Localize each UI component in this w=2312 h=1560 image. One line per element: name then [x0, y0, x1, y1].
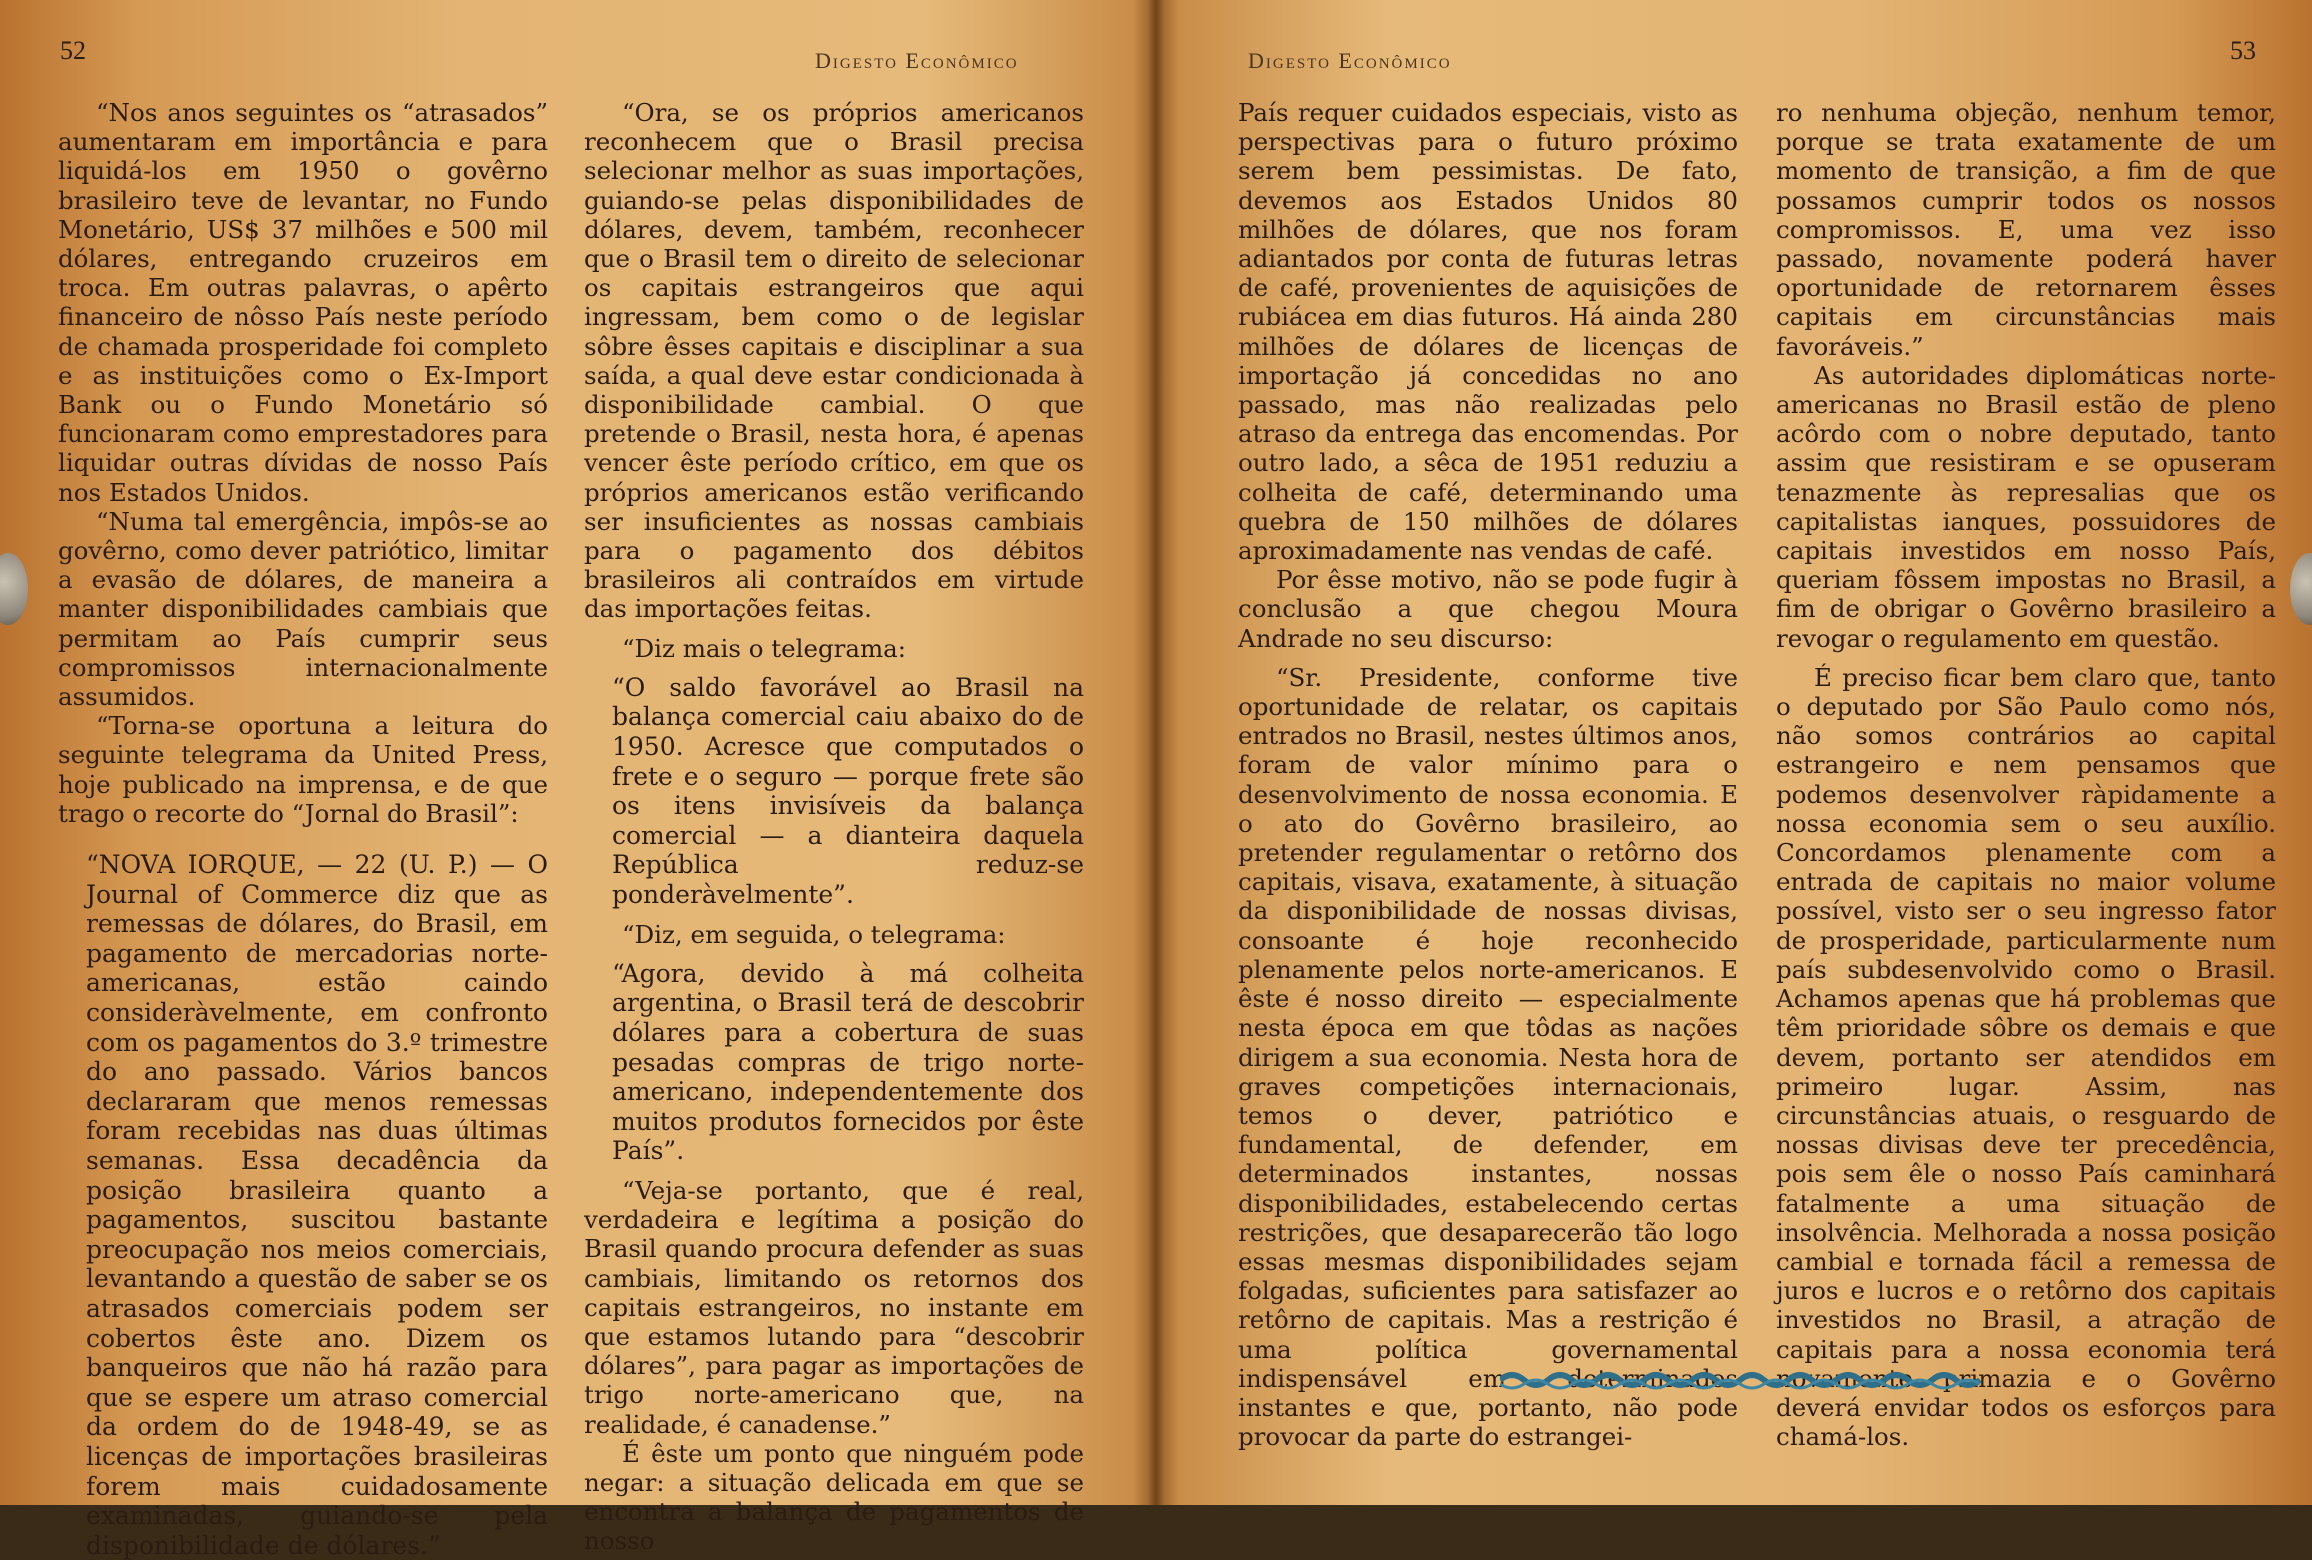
paragraph: É êste um ponto que ninguém pode negar: a situação delicada em que se encontra a balança de pagamentos de nosso	[584, 1438, 1084, 1556]
telegram-quote: “O saldo favorável ao Brasil na balança comercial caiu abaixo do de 1950. Acresce que computados o frete e o seguro — porque frete são os itens invisíveis da balança comercial — a dianteira daquela República reduz-se ponderàvelmente”.	[612, 672, 1084, 910]
left-page-column-1	[58, 98, 548, 1560]
left-page-column-2	[584, 98, 1084, 1556]
telegram-quote: “Agora, devido à má colheita argentina, o Brasil terá de descobrir dólares para a cobertura de suas pesadas compras de trigo norte-americano, independentemente dos muitos produtos fornecidos por êste País”.	[612, 958, 1084, 1166]
paragraph: “Nos anos seguintes os “atrasados” aumentaram em importância e para liquidá-los em 1950 o govêrno brasileiro teve de levantar, no Fundo Monetário, US$ 37 milhões e 500 mil dólares, entregando cruzeiros em troca. Em outras palavras, o apêrto financeiro de nôsso País neste período de chamada prosperidade foi completo e as instituições como o Ex-Import Bank ou o Fundo Monetário só funcionaram como emprestadores para liquidar outras dívidas de nosso País nos Estados Unidos.	[58, 98, 548, 507]
paragraph: País requer cuidados especiais, visto as perspectivas para o futuro próximo serem bem pessimistas. De fato, devemos aos Estados Unidos 80 milhões de dólares, que nos foram adiantados por conta de futuras letras de café, provenientes de aquisições de rubiácea em dias futuros. Há ainda 280 milhões de dólares de licenças de importação já concedidas no ano passado, mas não realizadas pelo atraso da entrega das encomendas. Por outro lado, a sêca de 1951 reduziu a colheita de café, determinando uma quebra de 150 milhões de dólares aproximadamente nas vendas de café.	[1238, 98, 1738, 566]
right-page-column-1	[1238, 98, 1738, 1451]
paragraph: “Diz, em seguida, o telegrama:	[622, 919, 1006, 949]
running-head: Digesto Econômico	[1248, 48, 1452, 73]
left-page	[0, 0, 1150, 1560]
paragraph: As autoridades diplomáticas norte-americanas no Brasil estão de pleno acôrdo com o nobre deputado, tanto assim que resistiram e se opuseram tenazmente às represalias que os capitalistas ianques, possuidores de capitais investidos em nosso País, queriam fôssem impostas no Brasil, a fim de obrigar o Govêrno brasileiro a revogar o regulamento em questão.	[1776, 360, 2276, 653]
paragraph: “Numa tal emergência, impôs-se ao govêrno, como dever patriótico, limitar a evasão de dólares, de maneira a manter disponibilidades cambiais que permitam ao País cumprir seus compromissos internacionalmente assumidos.	[58, 506, 548, 712]
paragraph: “Torna-se oportuna a leitura do seguinte telegrama da United Press, hoje publicado na imprensa, e de que trago o recorte do “Jornal do Brasil”:	[58, 711, 548, 828]
paragraph: ro nenhuma objeção, nenhum temor, porque se trata exatamente de um momento de transição, a fim de que possamos cumprir todos os nossos compromissos. E, uma vez isso passado, novamente poderá haver oportunidade de retornarem êsses capitais em circunstâncias mais favoráveis.”	[1776, 98, 2276, 361]
running-head: Digesto Econômico	[815, 48, 1019, 73]
right-page-column-2	[1776, 98, 2276, 1451]
right-page	[1162, 0, 2312, 1505]
paragraph: É preciso ficar bem claro que, tanto o deputado por São Paulo como nós, não somos contrários ao capital estrangeiro e nem pensamos que podemos desenvolver ràpidamente a nossa economia sem o seu auxílio. Concordamos plenamente com a entrada de capitais no maior volume possível, visto ser o seu ingresso fator de prosperidade, particularmente num país subdesenvolvido como o Brasil. Achamos apenas que há problemas que têm prioridade sôbre os demais e que devem, portanto ser atendidos em primeiro lugar. Assim, nas circunstâncias atuais, o resguardo de nossas divisas deve ter precedência, pois sem êle o nosso País caminhará fatalmente a uma situação de insolvência. Melhorada a nossa posição cambial e tornada fácil a remessa de juros e lucros e o retôrno dos capitais investidos no Brasil, a atração de capitais para a nossa economia terá novamente primazia e o Govêrno deverá envidar todos os esforços para chamá-los.	[1776, 662, 2276, 1452]
paragraph: Por êsse motivo, não se pode fugir à conclusão a que chegou Moura Andrade no seu discurso:	[1238, 565, 1738, 653]
paragraph: “Diz mais o telegrama:	[622, 633, 907, 663]
paragraph: “Ora, se os próprios americanos reconhecem que o Brasil precisa selecionar melhor as suas importações, guiando-se pelas disponibilidades de dólares, devem, também, reconhecer que o Brasil tem o direito de selecionar os capitais estrangeiros que aqui ingressam, bem como o de legislar sôbre êsses capitais e disciplinar a sua saída, a qual deve estar condicionada à disponibilidade cambial. O que pretende o Brasil, nesta hora, é apenas vencer êste período crítico, em que os próprios americanos estão verificando ser insuficientes as nossas cambiais para o pagamento dos débitos brasileiros ali contraídos em virtude das importações feitas.	[584, 98, 1084, 624]
decorative-ornament	[1500, 1366, 1990, 1394]
telegram-quote: “NOVA IORQUE, — 22 (U. P.) — O Journal of Commerce diz que as remessas de dólares, do Brasil, em pagamento de mercadorias norte-americanas, estão caindo consideràvelmente, em confronto com os pagamentos do 3.º trimestre do ano passado. Vários bancos declararam que menos remessas foram recebidas nas duas últimas semanas. Essa decadência da posição brasileira quanto a pagamentos, suscitou bastante preocupação nos meios comerciais, levantando a questão de saber se os atrasados comerciais podem ser cobertos êste ano. Dizem os banqueiros que não há razão para que se espere um atraso comercial da ordem do de 1948-49, se as licenças de importações brasileiras forem mais cuidadosamente examinadas, guiando-se pela disponibilidade de dólares.”	[86, 850, 548, 1560]
page-number: 53	[2230, 36, 2256, 65]
paragraph: “Sr. Presidente, conforme tive oportunidade de relatar, os capitais entrados no Brasil, nestes últimos anos, foram de valor mínimo para o desenvolvimento de nossa economia. E o ato do Govêrno brasileiro, ao pretender regulamentar o retôrno dos capitais, visava, exatamente, à situação da disponibilidade de nossas divisas, consoante é hoje reconhecido plenamente pelos norte-americanos. E êste é nosso direito — especialmente nesta época em que tôdas as nações dirigem a sua economia. Nesta hora de graves competições internacionais, temos o dever, patriótico e fundamental, de defender, em determinados instantes, nossas disponibilidades, estabelecendo certas restrições, que desaparecerão tão logo essas mesmas disponibilidades sejam folgadas, suficientes para satisfazer ao retôrno de capitais. Mas a restrição é uma política governamental indispensável em determinados instantes e que, portanto, não pode provocar da parte do estrangei-	[1238, 662, 1738, 1452]
paragraph: “Veja-se portanto, que é real, verdadeira e legítima a posição do Brasil quando procura defender as suas cambiais, limitando os retornos dos capitais estrangeiros, no instante em que estamos lutando para “descobrir dólares”, para pagar as importações de trigo norte-americano que, na realidade, é canadense.”	[584, 1175, 1084, 1439]
page-number: 52	[60, 36, 86, 65]
